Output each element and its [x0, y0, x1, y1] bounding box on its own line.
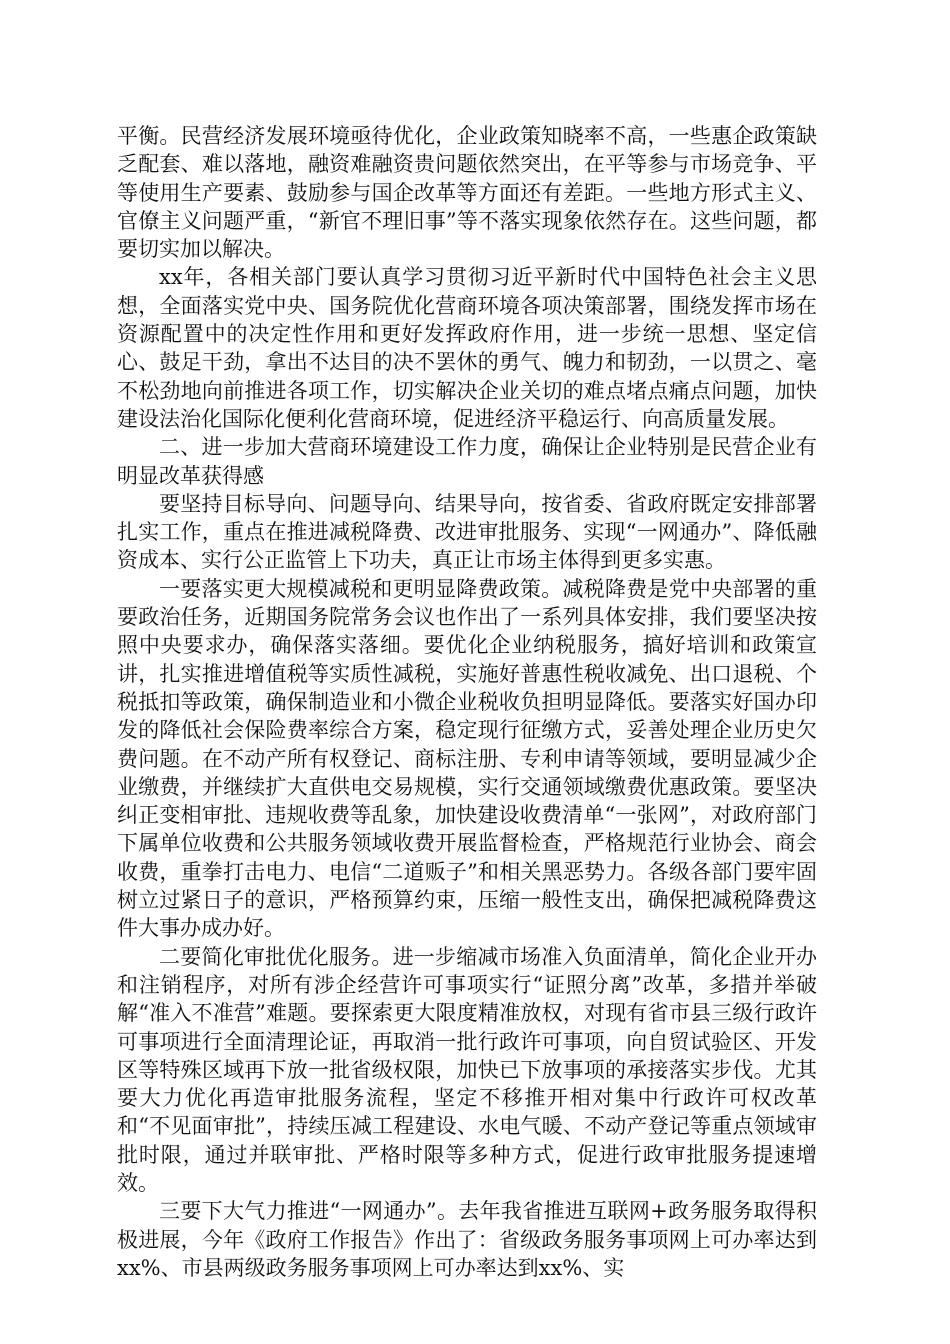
document-body [117, 122, 817, 1282]
paragraph-approval-simplification: 二要简化审批优化服务。进一步缩减市场准入负面清单，简化企业开办和注销程序，对所有涉企经营许可事项实行“证照分离”改革，多措并举破解“准入不准营”难题。要探索更大限度精准放权，对现有省市县三级行政许可事项进行全面清理论证，再取消一批行政许可事项，向自贸试验区、开发区等特殊区域再下放一批省级权限，加快已下放事项的承接落实步伐。尤其要大力优化再造审批服务流程，坚定不移推开相对集中行政许可权改革和“不见面审批”，持续压减工程建设、水电气暖、不动产登记等重点领域审批时限，通过并联审批、严格时限等多种方式，促进行政审批服务提速增效。 [117, 944, 817, 1195]
section-heading-two: 二、进一步加大营商环境建设工作力度，确保让企业特别是民营企业有明显改革获得感 [117, 435, 817, 488]
paragraph-intro-continuation: 平衡。民营经济发展环境亟待优化，企业政策知晓率不高，一些惠企政策缺乏配套、难以落地，融资难融资贵问题依然突出，在平等参与市场竞争、平等使用生产要素、鼓励参与国企改革等方面还有差距。一些地方形式主义、官僚主义问题严重，“新官不理旧事”等不落实现象依然存在。这些问题，都要切实加以解决。 [117, 124, 817, 262]
paragraph-section-intro: 要坚持目标导向、问题导向、结果导向，按省委、省政府既定安排部署扎实工作，重点在推进减税降费、改进审批服务、实现“一网通办”、降低融资成本、实行公正监管上下功夫，真正让市场主体得到更多实惠。 [117, 491, 817, 573]
paragraph-one-network: 三要下大气力推进“一网通办”。去年我省推进互联网+政务服务取得积极进展，今年《政府工作报告》作出了：省级政务服务事项网上可办率达到xx%、市县两级政务服务事项网上可办率达到xx%、实 [117, 1199, 817, 1280]
paragraph-tax-reduction: 一要落实更大规模减税和更明显降费政策。减税降费是党中央部署的重要政治任务，近期国务院常务会议也作出了一系列具体安排，我们要坚决按照中央要求办，确保落实落细。要优化企业纳税服务，搞好培训和政策宣讲，扎实推进增值税等实质性减税，实施好普惠性税收减免、出口退税、个税抵扣等政策，确保制造业和小微企业税收负担明显降低。要落实好国办印发的降低社会保险费率综合方案，稳定现行征缴方式，妥善处理企业历史欠费问题。在不动产所有权登记、商标注册、专利申请等领域，要明显减少企业缴费，并继续扩大直供电交易规模，实行交通领域缴费优惠政策。要坚决纠正变相审批、违规收费等乱象，加快建设收费清单“一张网”，对政府部门下属单位收费和公共服务领域收费开展监督检查，严格规范行业协会、商会收费，重拳打击电力、电信“二道贩子”和相关黑恶势力。各级各部门要牢固树立过紧日子的意识，严格预算约束，压缩一般性支出，确保把减税降费这件大事办成办好。 [117, 576, 817, 941]
paragraph-annual-tasks: xx年，各相关部门要认真学习贯彻习近平新时代中国特色社会主义思想，全面落实党中央、国务院优化营商环境各项决策部署，围绕发挥市场在资源配置中的决定性作用和更好发挥政府作用，进一步统一思想、坚定信心、鼓足干劲，拿出不达目的决不罢休的勇气、魄力和韧劲，一以贯之、毫不松劲地向前推进各项工作，切实解决企业关切的难点堵点痛点问题，加快建设法治化国际化便利化营商环境，促进经济平稳运行、向高质量发展。 [117, 265, 817, 431]
